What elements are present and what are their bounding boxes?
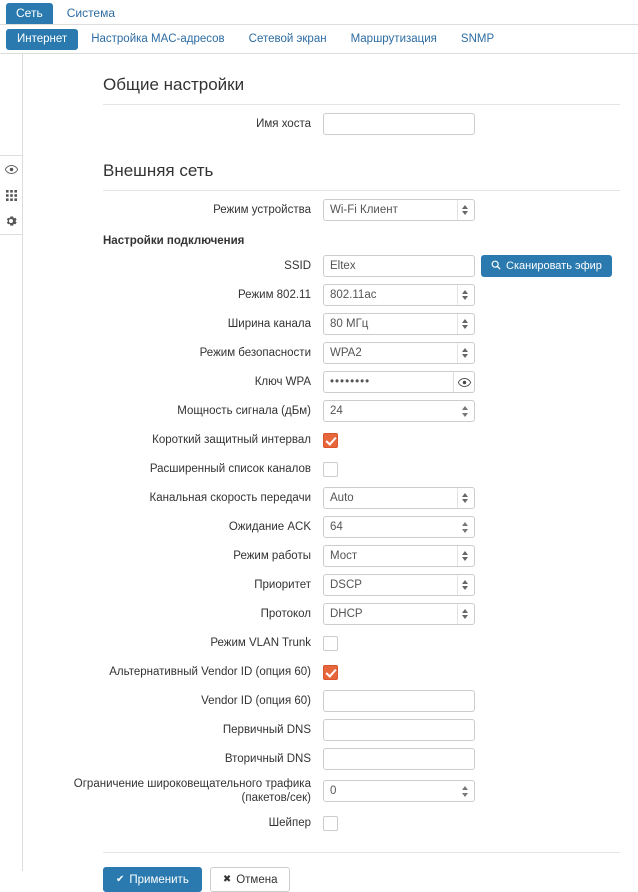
priority-value: DSCP [330, 579, 362, 591]
row-alt-vendor-id [41, 661, 620, 683]
stepper-arrows-icon[interactable] [459, 781, 471, 801]
row-data-rate [41, 487, 620, 509]
device-mode-select[interactable] [323, 199, 475, 221]
chevron-updown-icon [457, 546, 471, 566]
ack-timeout-value: 64 [330, 521, 343, 533]
label-hostname: Имя хоста [256, 118, 311, 130]
stepper-arrows-icon[interactable] [459, 401, 471, 421]
grid-icon[interactable] [0, 182, 22, 208]
chevron-updown-icon [457, 285, 471, 305]
label-wpa-key: Ключ WPA [254, 376, 311, 388]
data-rate-select[interactable] [323, 487, 475, 509]
shaper-checkbox[interactable] [323, 816, 338, 831]
tab-mac-settings[interactable]: Настройка MAC-адресов [91, 32, 225, 45]
gear-icon[interactable] [0, 208, 22, 234]
priority-select[interactable] [323, 574, 475, 596]
stepper-arrows-icon[interactable] [459, 517, 471, 537]
label-signal-power: Мощность сигнала (дБм) [177, 405, 311, 417]
row-mode-80211 [41, 284, 620, 306]
row-hostname [41, 113, 620, 135]
work-mode-value: Мост [330, 550, 358, 562]
ack-timeout-stepper[interactable] [323, 516, 475, 538]
row-short-gi [41, 429, 620, 451]
sidebar-icon-group [0, 155, 23, 235]
section-title-wan: Внешняя сеть [103, 161, 620, 191]
security-mode-select[interactable] [323, 342, 475, 364]
tab-snmp[interactable]: SNMP [460, 32, 495, 45]
primary-dns-input[interactable] [323, 719, 475, 741]
work-mode-select[interactable] [323, 545, 475, 567]
chevron-updown-icon [457, 604, 471, 624]
subhead-connection-settings: Настройки подключения [103, 235, 245, 247]
tab-routing[interactable]: Маршрутизация [350, 32, 437, 45]
grid-icon-svg [6, 190, 17, 201]
chevron-updown-icon [457, 575, 471, 595]
eye-icon-svg [458, 378, 471, 387]
row-secondary-dns [41, 748, 620, 770]
cancel-button[interactable] [210, 867, 291, 892]
signal-power-value: 24 [330, 405, 343, 417]
label-work-mode: Режим работы [233, 550, 311, 562]
label-protocol: Протокол [260, 608, 311, 620]
row-security-mode [41, 342, 620, 364]
primary-tab-bar [0, 0, 638, 25]
signal-power-stepper[interactable] [323, 400, 475, 422]
row-extended-channels [41, 458, 620, 480]
check-icon: ✔ [116, 874, 125, 885]
chevron-updown-icon [457, 343, 471, 363]
channel-width-select[interactable] [323, 313, 475, 335]
label-extended-channels: Расширенный список каналов [149, 463, 311, 475]
row-priority [41, 574, 620, 596]
label-vendor-id: Vendor ID (опция 60) [201, 695, 311, 707]
label-data-rate: Канальная скорость передачи [149, 492, 311, 504]
row-broadcast-limit [41, 777, 620, 805]
tab-network[interactable]: Сеть [6, 3, 53, 24]
close-icon: ✖ [222, 874, 232, 885]
row-device-mode [41, 199, 620, 221]
label-alt-vendor-id: Альтернативный Vendor ID (опция 60) [109, 666, 311, 678]
row-protocol [41, 603, 620, 625]
protocol-value: DHCP [330, 608, 363, 620]
label-ssid: SSID [284, 260, 311, 272]
gear-icon-svg [5, 215, 17, 227]
apply-button[interactable] [103, 867, 202, 892]
mode-80211-value: 802.11ac [330, 289, 377, 301]
scan-air-label: Сканировать эфир [506, 260, 602, 272]
label-ack-timeout: Ожидание ACK [228, 521, 311, 533]
label-vlan-trunk: Режим VLAN Trunk [210, 637, 311, 649]
secondary-dns-input[interactable] [323, 748, 475, 770]
broadcast-limit-stepper[interactable] [323, 780, 475, 802]
alt-vendor-id-checkbox[interactable] [323, 665, 338, 680]
search-icon [491, 260, 501, 273]
main-content [23, 54, 638, 886]
data-rate-value: Auto [330, 492, 354, 504]
broadcast-limit-value: 0 [330, 785, 337, 797]
apply-label: Применить [129, 873, 189, 886]
label-channel-width: Ширина канала [227, 318, 311, 330]
page-body [0, 54, 638, 886]
label-broadcast-limit: Ограничение широковещательного трафика (пакетов/сек) [73, 778, 311, 804]
ssid-input[interactable] [323, 255, 475, 277]
protocol-select[interactable] [323, 603, 475, 625]
section-title-general: Общие настройки [103, 75, 620, 105]
channel-width-value: 80 МГц [330, 318, 369, 330]
eye-icon-svg [5, 165, 18, 174]
tab-firewall[interactable]: Сетевой экран [248, 32, 327, 45]
row-wpa-key [41, 371, 620, 393]
tab-internet[interactable]: Интернет [6, 29, 78, 50]
label-shaper: Шейпер [268, 817, 311, 829]
label-device-mode: Режим устройства [213, 204, 311, 216]
secondary-tab-bar [0, 25, 638, 54]
cancel-label: Отмена [236, 873, 278, 886]
chevron-updown-icon [457, 488, 471, 508]
label-security-mode: Режим безопасности [199, 347, 311, 359]
device-mode-value: Wi-Fi Клиент [330, 204, 398, 216]
sidebar [0, 54, 23, 871]
hostname-input[interactable] [323, 113, 475, 135]
label-short-gi: Короткий защитный интервал [152, 434, 311, 446]
row-vlan-trunk [41, 632, 620, 654]
extended-channels-checkbox[interactable] [323, 462, 338, 477]
row-channel-width [41, 313, 620, 335]
wpa-key-input[interactable] [323, 371, 453, 393]
security-mode-value: WPA2 [330, 347, 362, 359]
chevron-updown-icon [457, 314, 471, 334]
short-gi-checkbox[interactable] [323, 433, 338, 448]
row-primary-dns [41, 719, 620, 741]
label-priority: Приоритет [254, 579, 311, 591]
row-vendor-id [41, 690, 620, 712]
label-mode-80211: Режим 802.11 [238, 289, 311, 301]
row-ssid [41, 255, 620, 277]
row-ack-timeout [41, 516, 620, 538]
vendor-id-input[interactable] [323, 690, 475, 712]
label-primary-dns: Первичный DNS [222, 724, 311, 736]
search-icon-svg [491, 260, 501, 270]
mode-80211-select[interactable] [323, 284, 475, 306]
vlan-trunk-checkbox[interactable] [323, 636, 338, 651]
row-work-mode [41, 545, 620, 567]
tab-system[interactable]: Система [66, 6, 116, 20]
form-actions [103, 852, 620, 892]
eye-icon[interactable] [0, 156, 22, 182]
label-secondary-dns: Вторичный DNS [224, 753, 311, 765]
show-password-eye-icon[interactable] [453, 371, 475, 393]
row-signal-power [41, 400, 620, 422]
row-shaper [41, 812, 620, 834]
scan-air-button[interactable] [481, 255, 612, 277]
chevron-updown-icon [457, 200, 471, 220]
